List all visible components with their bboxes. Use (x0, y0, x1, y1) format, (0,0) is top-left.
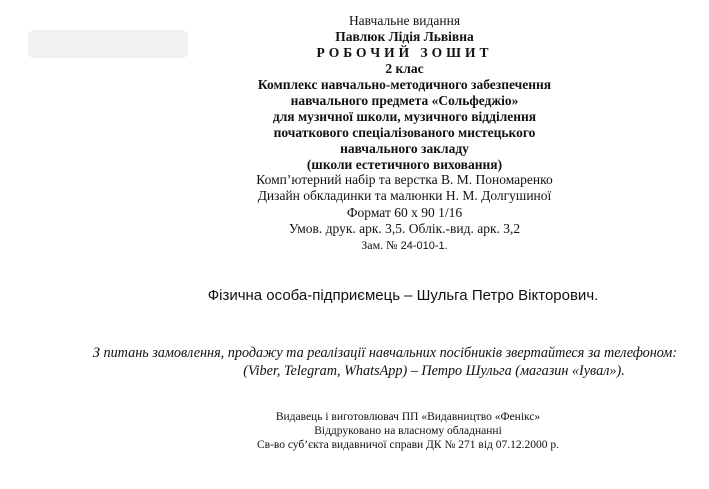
cover-design-credit: Дизайн обкладинки та малюнки Н. М. Долгушиної (257, 188, 552, 203)
publisher-line: Видавець і виготовлювач ПП «Видавництво «Фенікс» (275, 411, 541, 423)
entrepreneur-line: Фізична особа-підприємець – Шульга Петро Вікторович. (207, 287, 599, 304)
grade: 2 клас (385, 61, 424, 76)
description-line: навчального предмета «Сольфеджіо» (290, 93, 519, 108)
author-name: Павлюк Лідія Львівна (335, 29, 474, 44)
printing-note: Віддруковано на власному обладнанні (314, 425, 502, 437)
contact-line-2: (Viber, Telegram, WhatsApp) – Петро Шульга (магазин «Іувал»). (243, 363, 625, 379)
description-line: (школи естетичного виховання) (306, 157, 503, 172)
contact-line-1: З питань замовлення, продажу та реалізації навчальних посібників звертайтеся за телефоном: (92, 345, 678, 361)
description-line: Комплекс навчально-методичного забезпечення (257, 77, 552, 92)
order-number: 24-010-1. (400, 240, 448, 252)
book-title: РОБОЧИЙ ЗОШИТ (316, 45, 493, 60)
description-line: для музичної школи, музичного відділення (272, 109, 537, 124)
order-number-line (0, 237, 709, 254)
order-label: Зам. № (361, 238, 398, 252)
description-line: початкового спеціалізованого мистецького (273, 125, 536, 140)
description-line: навчального закладу (340, 141, 469, 156)
edition-type: Навчальне видання (348, 13, 461, 28)
typesetting-credit: Комп’ютерний набір та верстка В. М. Пономаренко (256, 172, 553, 187)
publisher-certificate: Св-во суб’єкта видавничої справи ДК № 271 від 07.12.2000 р. (256, 439, 560, 451)
format: Формат 60 х 90 1/16 (346, 205, 463, 220)
print-sheets: Умов. друк. арк. 3,5. Облік.-вид. арк. 3,2 (288, 221, 521, 236)
